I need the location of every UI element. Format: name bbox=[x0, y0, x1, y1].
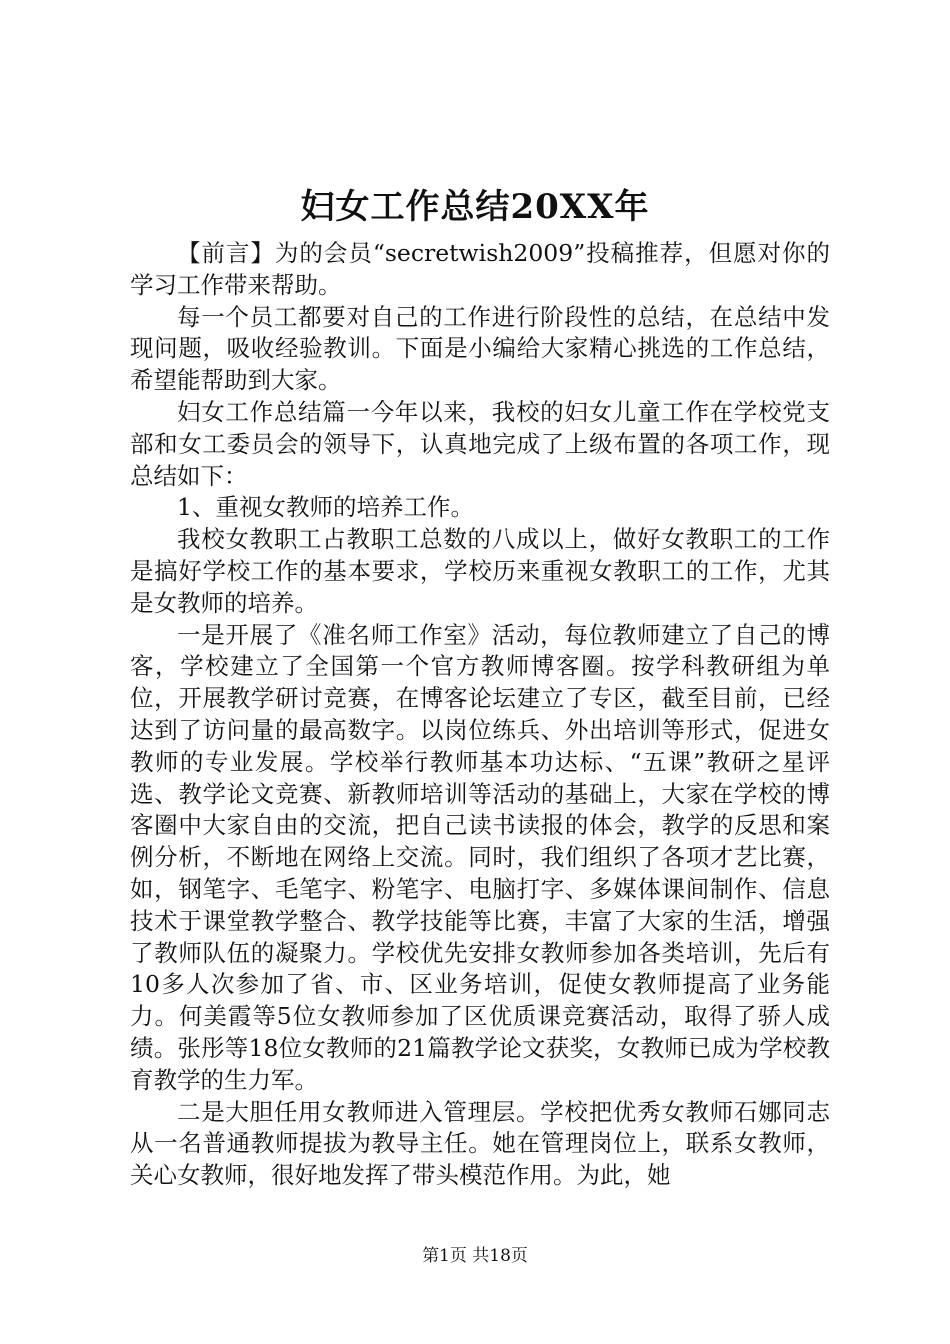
paragraph-point-two: 二是大胆任用女教师进入管理层。学校把优秀女教师石娜同志从一名普通教师提拔为教导主任。她在管理岗位上，联系女教师，关心女教师，很好地发挥了带头模范作用。为此，她 bbox=[130, 1097, 830, 1190]
paragraph-point-one: 一是开展了《准名师工作室》活动，每位教师建立了自己的博客，学校建立了全国第一个官方教师博客圈。按学科教研组为单位，开展教学研讨竞赛，在博客论坛建立了专区，截至目前，已经达到了访问量的最高数字。以岗位练兵、外出培训等形式，促进女教师的专业发展。学校举行教师基本功达标、“五课”教研之星评选、教学论文竞赛、新教师培训等活动的基础上，大家在学校的博客圈中大家自由的交流，把自己读书读报的体会，教学的反思和案例分析，不断地在网络上交流。同时，我们组织了各项才艺比赛，如，钢笔字、毛笔字、粉笔字、电脑打字、多媒体课间制作、信息技术于课堂教学整合、教学技能等比赛，丰富了大家的生活，增强了教师队伍的凝聚力。学校优先安排女教师参加各类培训，先后有10多人次参加了省、市、区业务培训，促使女教师提高了业务能力。何美霞等5位女教师参加了区优质课竞赛活动，取得了骄人成绩。张彤等18位女教师的21篇教学论文获奖，女教师已成为学校教育教学的生力军。 bbox=[130, 620, 830, 1094]
section-heading-1: 1、重视女教师的培养工作。 bbox=[177, 493, 474, 522]
paragraph-intro: 每一个员工都要对自己的工作进行阶段性的总结，在总结中发现问题，吸收经验教训。下面是小编给大家精心挑选的工作总结，希望能帮助到大家。 bbox=[130, 302, 830, 395]
paragraph-summary-opening: 妇女工作总结篇一今年以来，我校的妇女儿童工作在学校党支部和女工委员会的领导下，认真地完成了上级布置的各项工作，现总结如下： bbox=[130, 397, 830, 490]
paragraph-female-staff: 我校女教职工占教职工总数的八成以上，做好女教职工的工作是搞好学校工作的基本要求，学校历来重视女教职工的工作，尤其是女教师的培养。 bbox=[130, 525, 830, 617]
document-body bbox=[130, 238, 830, 1192]
document-title: 妇女工作总结20XX年 bbox=[300, 187, 650, 227]
page-footer: 第1页 共18页 bbox=[422, 1246, 528, 1266]
paragraph-preface: 【前言】为的会员“secretwish2009”投稿推荐，但愿对你的学习工作带来帮助。 bbox=[130, 239, 830, 299]
